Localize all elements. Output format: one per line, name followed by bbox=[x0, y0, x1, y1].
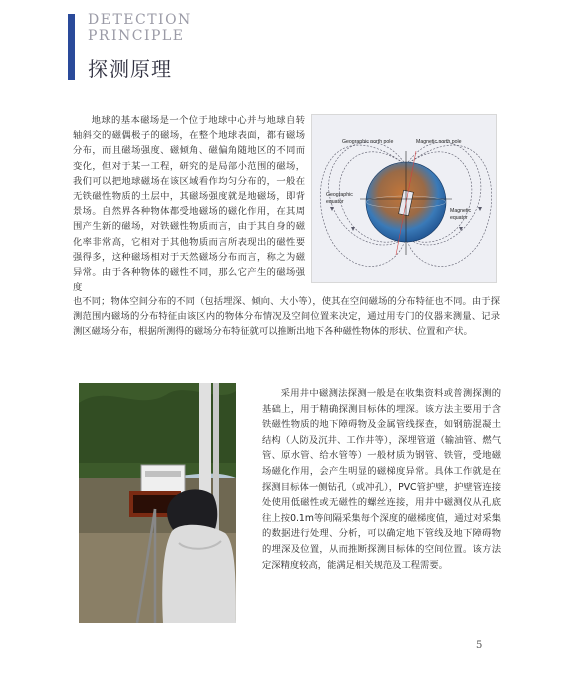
method-paragraph bbox=[262, 386, 501, 573]
heading-english bbox=[88, 12, 192, 44]
label-geographic-north: Geographic north pole bbox=[342, 139, 394, 145]
intro-paragraph-continuation-text: 也不同；物体空间分布的不同（包括埋深、倾向、大小等），使其在空间磁场的分布特征也不同。由于探测范围内磁场的分布特征由该区内的物体分布情况及空间位置来决定，通过用专门的仪器来测量、记录测区磁场分布，根据所测得的磁场分布特征就可以推断出地下各种磁性物体的形状、位置和产状。 bbox=[73, 296, 500, 338]
heading-chinese: 探测原理 bbox=[88, 57, 172, 81]
intro-paragraph-text: 地球的基本磁场是一个位于地球中心并与地球自转轴斜交的磁偶极子的磁场，在整个地球表面，都有磁场分布，而且磁场强度、磁倾角、磁偏角随地区的不同而变化，但对于某一工程，研究的是局部小范围的磁场，我们可以把地球磁场在该区域看作均匀分布的，一般在无铁磁性物质的土层中，其磁场强度就是地磁场，即背景场。自然界各种物体都受地磁场的磁化作用，在其周围产生新的磁场，对铁磁性物质而言，由于其自身的磁化率非常高，它相对于其他物质而言所表现出的磁性要强得多，这种磁场相对于天然磁场分布而言，称之为磁异常。由于各种物体的磁性不同，那么它产生的磁场强度 bbox=[73, 115, 305, 294]
intro-paragraph-column bbox=[73, 113, 305, 295]
heading-english-line1: DETECTION bbox=[88, 12, 192, 28]
label-magnetic-north: Magnetic north pole bbox=[416, 139, 462, 145]
geomagnetic-field-diagram bbox=[311, 114, 497, 283]
header-accent-bar bbox=[68, 14, 75, 80]
method-paragraph-text: 采用井中磁测法探测一般是在收集资料或普测探测的基础上，用于精确探测目标体的埋深。该方法主要用于含铁磁性物质的地下障碍物及金属管线探查，如钢筋混凝土结构（人防及沉井、工作井等），深埋管道（输油管、燃气管、原水管、给水管等）一般材质为钢管、铁管，受地磁场磁化作用，会产生明显的磁梯度异常。具体工作就是在探测目标体一侧钻孔（或冲孔），PVC管护壁，护壁管连接处使用低磁性或无磁性的螺丝连接，用井中磁测仪从孔底往上按0.1m等间隔采集每个深度的磁梯度值，通过对采集的数据进行处理、分析，可以确定地下管线及地下障碍物的埋深及位置，从而推断探测目标体的空间位置。该方法定深精度较高，能满足相关规范及工程需要。 bbox=[262, 388, 501, 571]
label-geographic-equator-line2: equator bbox=[326, 199, 344, 205]
label-magnetic-equator-line2: equator bbox=[450, 215, 468, 221]
label-geographic-equator-line1: Geographic bbox=[326, 192, 353, 198]
intro-paragraph-continuation bbox=[73, 294, 500, 340]
field-survey-photo bbox=[79, 383, 236, 623]
label-magnetic-equator-line1: Magnetic bbox=[450, 208, 472, 214]
page-number: 5 bbox=[476, 640, 483, 651]
heading-english-line2: PRINCIPLE bbox=[88, 28, 185, 44]
